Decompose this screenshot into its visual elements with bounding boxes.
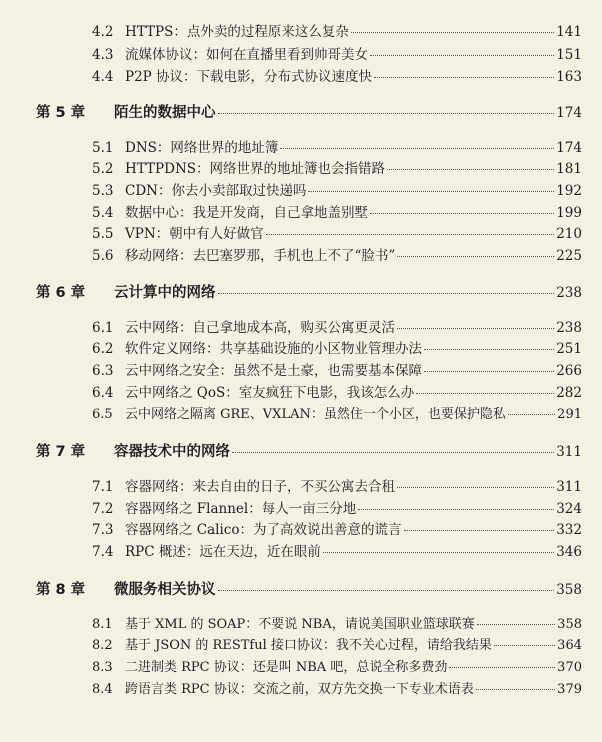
section-title: 移动网络：去巴塞罗那，手机也上不了“脸书” xyxy=(125,248,396,264)
leader-dots xyxy=(424,349,554,350)
section-number: 5.1 xyxy=(92,140,114,156)
leader-dots xyxy=(218,590,555,591)
toc-entry xyxy=(92,201,582,221)
leader-dots xyxy=(351,32,554,33)
toc-entry xyxy=(92,497,582,517)
section-number: 7.2 xyxy=(92,501,114,517)
chapter-title: 容器技术中的网络 xyxy=(114,444,230,460)
section-number: 7.3 xyxy=(92,522,114,538)
page-number: 324 xyxy=(556,501,582,517)
toc-entry xyxy=(92,475,582,495)
toc-entry xyxy=(92,678,582,697)
toc-chapter xyxy=(36,101,582,122)
toc-entry xyxy=(92,656,582,675)
chapter-title: 云计算中的网络 xyxy=(114,285,216,301)
page-number: 266 xyxy=(556,363,582,379)
toc-entry xyxy=(92,20,582,40)
toc-entry xyxy=(92,403,582,422)
section-number: 5.6 xyxy=(92,248,114,264)
leader-dots xyxy=(397,256,554,257)
section-number: 4.2 xyxy=(92,24,114,40)
leader-dots xyxy=(476,689,555,690)
toc-entry xyxy=(92,222,582,242)
chapter-number: 第 5 章 xyxy=(36,105,86,121)
toc-entry xyxy=(92,43,582,63)
toc-entry xyxy=(92,613,582,632)
page-number: 151 xyxy=(556,47,582,63)
toc-chapter xyxy=(36,440,582,461)
page-number: 379 xyxy=(557,682,582,697)
toc-entry xyxy=(92,634,582,653)
leader-dots xyxy=(494,645,555,646)
page-number: 199 xyxy=(556,205,582,221)
section-title: 云中网络之隔离 GRE、VXLAN：虽然住一个小区，也要保护隐私 xyxy=(125,407,506,422)
section-number: 8.3 xyxy=(92,660,113,675)
section-title: 软件定义网络：共享基础设施的小区物业管理办法 xyxy=(125,341,422,357)
page-number: 181 xyxy=(556,161,582,177)
page-number: 358 xyxy=(556,582,582,598)
section-title: RPC 概述：远在天边，近在眼前 xyxy=(125,544,321,560)
chapter-number: 第 7 章 xyxy=(36,444,86,460)
chapter-title: 微服务相关协议 xyxy=(114,582,216,598)
leader-dots xyxy=(374,77,554,78)
section-number: 8.2 xyxy=(92,638,113,653)
section-title: VPN：朝中有人好做官 xyxy=(125,226,264,242)
section-title: HTTPS：点外卖的过程原来这么复杂 xyxy=(125,24,349,40)
section-number: 4.3 xyxy=(92,47,114,63)
section-title: 基于 JSON 的 RESTful 接口协议：我不关心过程，请给我结果 xyxy=(125,638,492,653)
toc-chapter xyxy=(36,578,582,599)
leader-dots xyxy=(308,191,554,192)
toc-entry xyxy=(92,337,582,357)
leader-dots xyxy=(370,55,554,56)
toc-entry xyxy=(92,381,582,401)
section-title: DNS：网络世界的地址簿 xyxy=(125,140,279,156)
leader-dots xyxy=(358,509,554,510)
section-number: 5.3 xyxy=(92,183,114,199)
leader-dots xyxy=(266,234,555,235)
leader-dots xyxy=(404,530,555,531)
toc-entry xyxy=(92,244,582,264)
section-number: 6.5 xyxy=(92,407,113,422)
section-number: 5.4 xyxy=(92,205,114,221)
chapter-title: 陌生的数据中心 xyxy=(114,105,216,121)
leader-dots xyxy=(424,371,554,372)
section-title: 跨语言类 RPC 协议：交流之前，双方先交换一下专业术语表 xyxy=(125,682,474,697)
page-number: 346 xyxy=(556,544,582,560)
page-number: 210 xyxy=(556,226,582,242)
section-title: 容器网络之 Flannel：每人一亩三分地 xyxy=(125,501,357,517)
page-number: 291 xyxy=(557,407,582,422)
leader-dots xyxy=(449,667,555,668)
chapter-number: 第 8 章 xyxy=(36,582,86,598)
section-number: 5.5 xyxy=(92,226,114,242)
section-title: CDN：你去小卖部取过快递吗 xyxy=(125,183,307,199)
section-number: 6.1 xyxy=(92,320,114,336)
toc-entry xyxy=(92,316,582,336)
page-number: 238 xyxy=(556,320,582,336)
leader-dots xyxy=(232,452,554,453)
leader-dots xyxy=(397,487,554,488)
toc-entry xyxy=(92,179,582,199)
toc-chapter xyxy=(36,281,582,302)
section-title: 容器网络：来去自由的日子，不买公寓去合租 xyxy=(125,479,395,495)
section-number: 8.4 xyxy=(92,682,113,697)
page-number: 251 xyxy=(556,341,582,357)
section-number: 7.4 xyxy=(92,544,114,560)
section-number: 6.2 xyxy=(92,341,114,357)
section-number: 6.4 xyxy=(92,385,114,401)
leader-dots xyxy=(218,293,555,294)
section-number: 6.3 xyxy=(92,363,114,379)
toc-entry xyxy=(92,359,582,379)
section-number: 4.4 xyxy=(92,69,114,85)
page-number: 163 xyxy=(556,69,582,85)
section-title: 基于 XML 的 SOAP：不要说 NBA，请说美国职业篮球联赛 xyxy=(125,617,475,632)
section-title: 数据中心：我是开发商，自己拿地盖别墅 xyxy=(125,205,368,221)
toc-entry xyxy=(92,540,582,560)
leader-dots xyxy=(387,169,554,170)
page-number: 332 xyxy=(556,522,582,538)
leader-dots xyxy=(416,393,554,394)
section-title: 云中网络之 QoS：室友疯狂下电影，我该怎么办 xyxy=(125,385,415,401)
section-title: P2P 协议：下载电影，分布式协议速度快 xyxy=(125,69,373,85)
section-number: 5.2 xyxy=(92,161,114,177)
section-number: 7.1 xyxy=(92,479,114,495)
section-title: 流媒体协议：如何在直播里看到帅哥美女 xyxy=(125,47,368,63)
chapter-number: 第 6 章 xyxy=(36,285,86,301)
page-number: 364 xyxy=(557,638,582,653)
leader-dots xyxy=(508,414,555,415)
toc-entry xyxy=(92,136,582,156)
toc-entry xyxy=(92,518,582,538)
section-title: 云中网络之安全：虽然不是土豪，也需要基本保障 xyxy=(125,363,422,379)
leader-dots xyxy=(397,328,554,329)
page-number: 174 xyxy=(556,105,582,121)
leader-dots xyxy=(323,552,554,553)
page-number: 358 xyxy=(557,617,582,632)
section-number: 8.1 xyxy=(92,617,113,632)
page-number: 311 xyxy=(556,444,582,460)
section-title: 云中网络：自己拿地成本高，购买公寓更灵活 xyxy=(125,320,395,336)
page-number: 370 xyxy=(557,660,582,675)
page-number: 141 xyxy=(556,24,582,40)
section-title: 容器网络之 Calico：为了高效说出善意的谎言 xyxy=(125,522,402,538)
leader-dots xyxy=(477,624,555,625)
page-number: 238 xyxy=(556,285,582,301)
section-title: 二进制类 RPC 协议：还是叫 NBA 吧，总说全称多费劲 xyxy=(125,660,448,675)
leader-dots xyxy=(370,213,554,214)
toc-entry xyxy=(92,157,582,177)
section-title: HTTPDNS：网络世界的地址簿也会指错路 xyxy=(125,161,385,177)
leader-dots xyxy=(280,148,554,149)
page-number: 311 xyxy=(556,479,582,495)
page-number: 225 xyxy=(556,248,582,264)
page-number: 174 xyxy=(556,140,582,156)
page-number: 282 xyxy=(556,385,582,401)
leader-dots xyxy=(218,113,555,114)
toc-entry xyxy=(92,65,582,85)
page-number: 192 xyxy=(556,183,582,199)
